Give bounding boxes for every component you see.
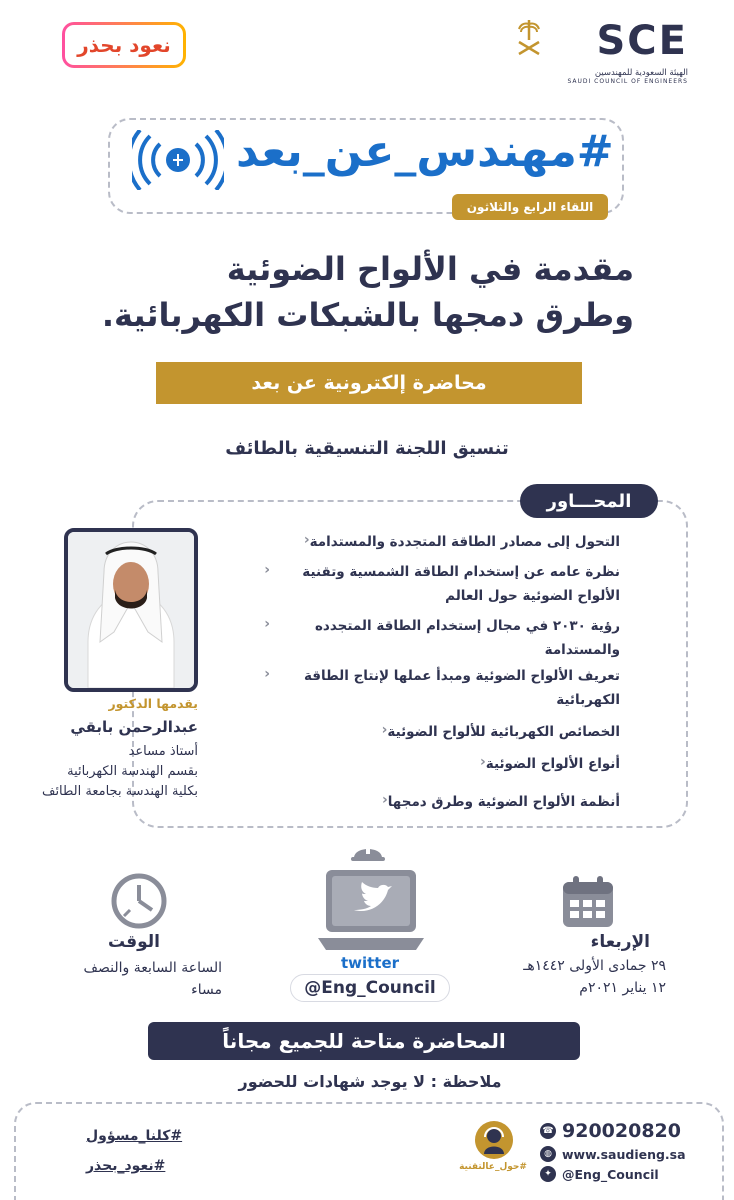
presenter-name: عبدالرحمن بابقي [70,718,198,736]
twitter-handle-link[interactable]: @Eng_Council [290,974,450,1002]
axis-item [367,720,620,744]
sce-logo-text: SCE [596,18,688,64]
axis-item [250,560,620,608]
phone-number: 920020820 [562,1120,681,1142]
presenter-department: بقسم الهندسة الكهربائية [67,764,198,779]
time-label: الوقت [108,932,160,952]
presenter-photo [64,528,198,692]
event-date-hijri: ٢٩ جمادى الأولى ١٤٤٢هـ [523,958,666,974]
chevron-left-icon: ‹ [264,562,270,578]
axis-item [290,530,620,554]
support-hashtag: #حول_عالتقنية [459,1162,527,1172]
axis-item-text: تعريف الألواح الضوئية ومبدأ عملها لإنتاج الطاقة الكهربائية [303,668,620,708]
axis-item [250,664,620,712]
platform-name: twitter [340,954,400,972]
sce-logo [538,14,688,84]
presenter-college: بكلية الهندسة بجامعة الطائف [41,784,198,799]
axis-item [368,790,620,814]
chevron-left-icon: ‹ [264,666,270,682]
campaign-logo-text: نعود بحذر [65,25,183,65]
axis-item [250,614,620,662]
event-time: الساعة السابعة والنصف [83,960,222,976]
axes-title: المحـــاور [520,484,658,518]
event-date-gregorian: ١٢ يناير ٢٠٢١م [579,980,666,996]
engineer-helmet-icon [350,840,386,862]
sce-subtitle: الهيئة السعودية للمهندسين [594,68,688,78]
presenter-label: يقدمها الدكتور [108,696,198,711]
chevron-left-icon: ‹ [303,532,310,548]
free-access-banner: المحاضرة متاحة للجميع مجاناً [148,1022,580,1060]
broadcast-signal-icon [132,130,224,190]
clock-icon [110,872,168,930]
footer-hashtag[interactable]: #كلنا_مسؤول [86,1128,183,1144]
palm-swords-emblem-icon [514,18,544,58]
event-day: الإربعاء [590,932,650,952]
event-time-period: مساء [191,982,222,998]
lecture-title-line-2: وطرق دمجها بالشبكات الكهربائية. [101,296,634,334]
globe-icon: ◍ [540,1146,556,1162]
lecture-title-line-1: مقدمة في الألواح الضوئية [226,250,634,288]
chevron-left-icon: ‹ [480,754,486,770]
chevron-left-icon: ‹ [381,722,388,738]
laptop-twitter-icon [316,866,426,952]
axis-item-text: الخصائص الكهربائية للألواح الضوئية [387,724,620,740]
axis-item-text: رؤية ٢٠٣٠ في مجال إستخدام الطاقة المتجدده والمستدامة [314,618,620,658]
contact-phone[interactable] [540,1120,681,1142]
calendar-icon [560,874,616,930]
event-hashtag: #مهندس_عن_بعد [236,126,614,177]
meeting-number-badge: اللقاء الرابع والثلاثون [452,194,608,220]
axis-item-text: التحول إلى مصادر الطاقة المتجددة والمستدامة [309,534,620,550]
lecture-type-banner: محاضرة إلكترونية عن بعد [156,362,582,404]
coordination-text: تنسيق اللجنة التنسيقية بالطائف [225,438,509,459]
twitter-account: @Eng_Council [562,1166,659,1182]
certificate-note: ملاحظة : لا يوجد شهادات للحضور [238,1072,502,1091]
twitter-bird-icon: ✦ [540,1166,556,1182]
contact-twitter[interactable] [540,1166,659,1182]
contact-website[interactable] [540,1146,686,1162]
chevron-left-icon: ‹ [381,792,388,808]
campaign-logo [62,22,186,68]
presenter-title: أستاذ مساعد [128,744,198,759]
axis-item-text: أنظمة الألواح الضوئية وطرق دمجها [387,794,620,810]
axis-item [466,752,620,776]
phone-icon: ☎ [540,1123,556,1139]
presenter-portrait-icon [68,532,194,688]
website-url: www.saudieng.sa [562,1146,686,1162]
axis-item-text: أنواع الألواح الضوئية [485,756,620,772]
sce-subtitle-en: SAUDI COUNCIL OF ENGINEERS [567,78,688,85]
footer-hashtag[interactable]: #نعود_بحذر [86,1158,166,1174]
axis-item-text: نظرة عامه عن إستخدام الطاقة الشمسية وتقنية الألواح الضوئية حول العالم [302,564,620,604]
support-headset-icon [474,1120,514,1160]
chevron-left-icon: ‹ [264,616,270,632]
